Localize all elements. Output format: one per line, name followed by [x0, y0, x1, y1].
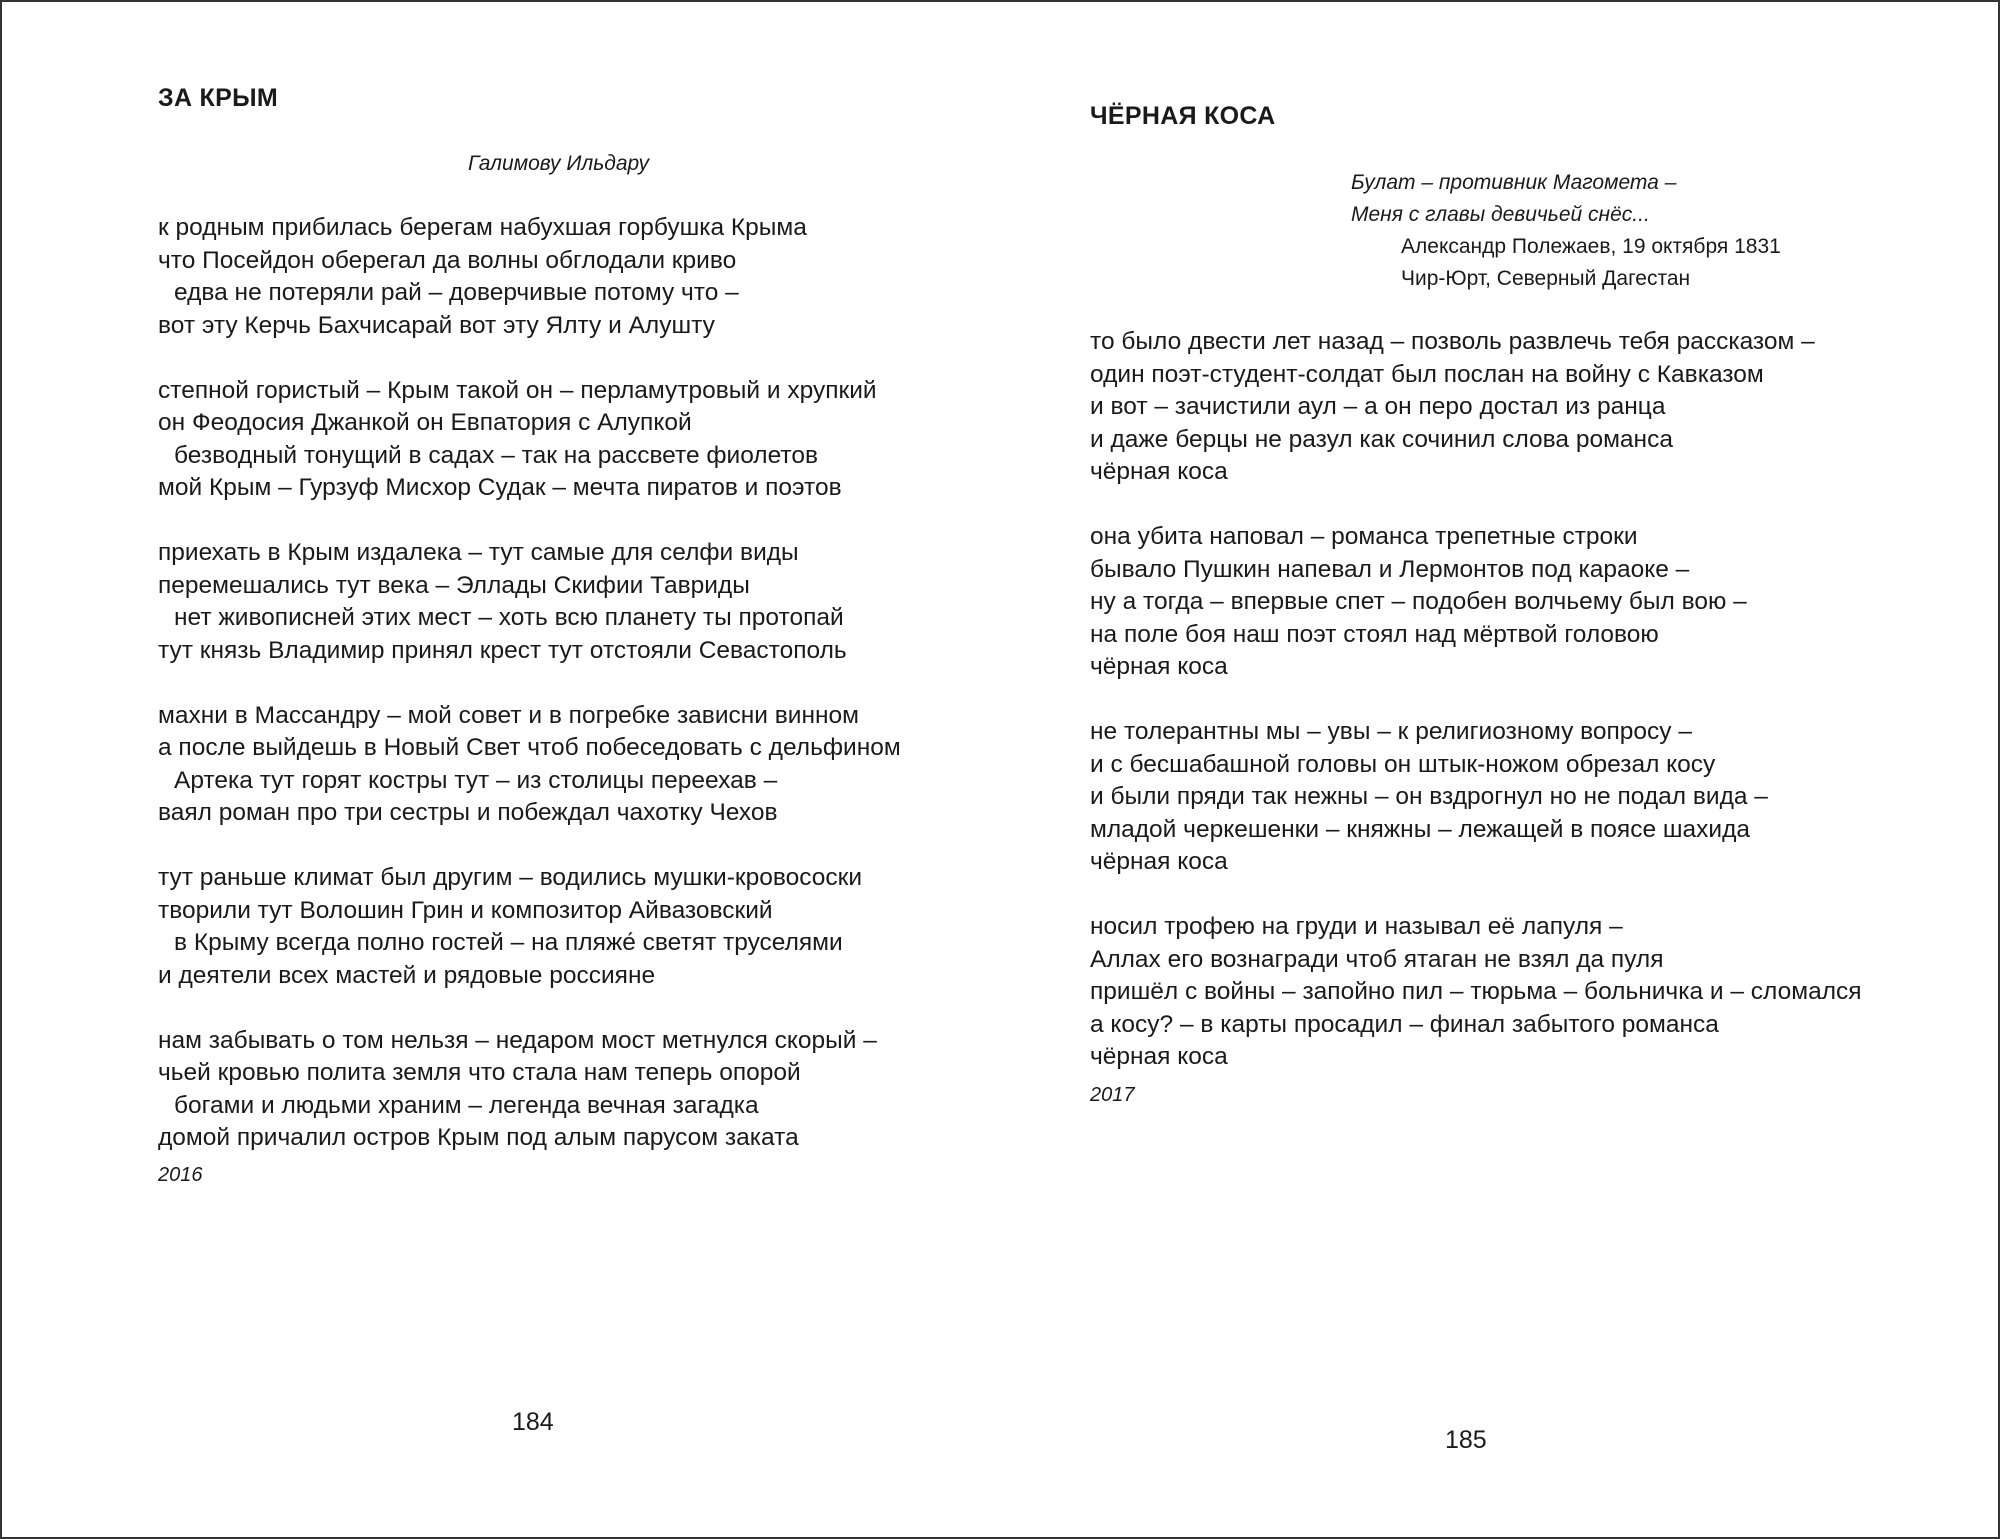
- poem-line: ну а тогда – впервые спет – подобен волчьему был вою –: [1090, 588, 1747, 615]
- poem-line: на поле боя наш поэт стоял над мёртвой головою: [1090, 620, 1659, 648]
- page-number: 184: [512, 1408, 554, 1436]
- poem-body: [1090, 326, 1862, 1106]
- poem-line: и вот – зачистили аул – а он перо достал из ранца: [1090, 393, 1666, 420]
- epigraph-line: Меня с главы девичьей снёс...: [1351, 203, 1650, 226]
- poem-line: едва не потеряли рай – доверчивые потому что –: [174, 279, 739, 306]
- poem-line: и были пряди так нежны – он вздрогнул но не подал вида –: [1090, 783, 1768, 810]
- stanza: [158, 537, 901, 667]
- poem-line: нам забывать о том нельзя – недаром мост метнулся скорый –: [158, 1026, 877, 1054]
- poem-line: то было двести лет назад – позволь развлечь тебя рассказом –: [1090, 328, 1815, 355]
- stanza: [158, 1025, 901, 1155]
- epigraph-author: Александр Полежаев, 19 октября 1831: [1401, 235, 1781, 258]
- poem-line: творили тут Волошин Грин и композитор Айвазовский: [158, 896, 773, 924]
- poem-line: что Посейдон оберегал да волны обглодали криво: [158, 246, 737, 274]
- poem-refrain: чёрная коса: [1090, 458, 1228, 485]
- poem-refrain: чёрная коса: [1090, 1043, 1228, 1070]
- poem-line: к родным прибилась берегам набухшая горбушка Крыма: [158, 214, 807, 241]
- poem-refrain: чёрная коса: [1090, 653, 1228, 680]
- poem-line: Аллах его вознагради чтоб ятаган не взял да пуля: [1090, 945, 1664, 973]
- stanza: [1090, 521, 1862, 684]
- poem-year: 2016: [158, 1164, 203, 1186]
- poem-line: не толерантны мы – увы – к религиозному вопросу –: [1090, 718, 1692, 745]
- stanza: [158, 862, 901, 992]
- poem-body: [158, 212, 901, 1187]
- poem-line: он Феодосия Джанкой он Евпатория с Алупкой: [158, 409, 692, 436]
- epigraph-line: Булат – противник Магомета –: [1351, 171, 1677, 194]
- poem-line: а косу? – в карты просадил – финал забытого романса: [1090, 1010, 1719, 1038]
- poem-line: махни в Массандру – мой совет и в погребке зависни винном: [158, 701, 860, 729]
- stanza: [1090, 716, 1862, 879]
- stanza: [158, 212, 901, 342]
- poem-title: ЗА КРЫМ: [158, 84, 278, 112]
- poem-line: вот эту Керчь Бахчисарай вот эту Ялту и Алушту: [158, 311, 715, 339]
- right-page: [1000, 0, 2000, 1539]
- poem-line: носил трофею на груди и называл её лапуля –: [1090, 913, 1623, 940]
- epigraph: [1351, 167, 1781, 295]
- poem-refrain: чёрная коса: [1090, 848, 1228, 875]
- poem-line: а после выйдешь в Новый Свет чтоб побеседовать с дельфином: [158, 734, 901, 761]
- poem-line: ваял роман про три сестры и побеждал чахотку Чехов: [158, 799, 778, 826]
- epigraph-place: Чир-Юрт, Северный Дагестан: [1401, 267, 1691, 290]
- poem-line: домой причалил остров Крым под алым парусом заката: [158, 1124, 799, 1151]
- dedication: Галимову Ильдару: [468, 152, 650, 175]
- stanza: [158, 700, 901, 830]
- poem-line: перемешались тут века – Эллады Скифии Тавриды: [158, 571, 750, 599]
- poem-line: в Крыму всегда полно гостей – на пляже́ светят труселями: [174, 929, 843, 956]
- poem-year: 2017: [1090, 1084, 1135, 1106]
- poem-line: пришёл с войны – запойно пил – тюрьма – больничка и – сломался: [1090, 978, 1862, 1005]
- poem-line: один поэт-студент-солдат был послан на войну с Кавказом: [1090, 360, 1764, 388]
- poem-line: степной гористый – Крым такой он – перламутровый и хрупкий: [158, 376, 877, 404]
- poem-line: и деятели всех мастей и рядовые россияне: [158, 961, 656, 989]
- poem-line: она убита наповал – романса трепетные строки: [1090, 523, 1638, 550]
- poem-line: и даже берцы не разул как сочинил слова романса: [1090, 425, 1673, 453]
- stanza: [158, 375, 901, 505]
- poem-line: чьей кровью полита земля что стала нам теперь опорой: [158, 1059, 801, 1086]
- poem-line: богами и людьми храним – легенда вечная загадка: [174, 1091, 759, 1119]
- poem-line: безводный тонущий в садах – так на рассвете фиолетов: [174, 441, 818, 469]
- poem-title: ЧЁРНАЯ КОСА: [1090, 102, 1276, 130]
- page-number: 185: [1445, 1426, 1487, 1454]
- stanza: [1090, 326, 1862, 489]
- poem-line: Артека тут горят костры тут – из столицы переехав –: [174, 766, 778, 794]
- poem-line: тут князь Владимир принял крест тут отстояли Севастополь: [158, 636, 847, 664]
- stanza: [1090, 911, 1862, 1074]
- poem-line: приехать в Крым издалека – тут самые для селфи виды: [158, 539, 799, 566]
- poem-line: и с бесшабашной головы он штык-ножом обрезал косу: [1090, 750, 1716, 778]
- poem-line: бывало Пушкин напевал и Лермонтов под караоке –: [1090, 555, 1690, 583]
- poem-line: мой Крым – Гурзуф Мисхор Судак – мечта пиратов и поэтов: [158, 474, 842, 501]
- poem-line: тут раньше климат был другим – водились мушки-кровососки: [158, 864, 863, 891]
- poem-line: нет живописней этих мест – хоть всю планету ты протопай: [174, 604, 844, 631]
- poem-line: младой черкешенки – княжны – лежащей в поясе шахида: [1090, 815, 1751, 843]
